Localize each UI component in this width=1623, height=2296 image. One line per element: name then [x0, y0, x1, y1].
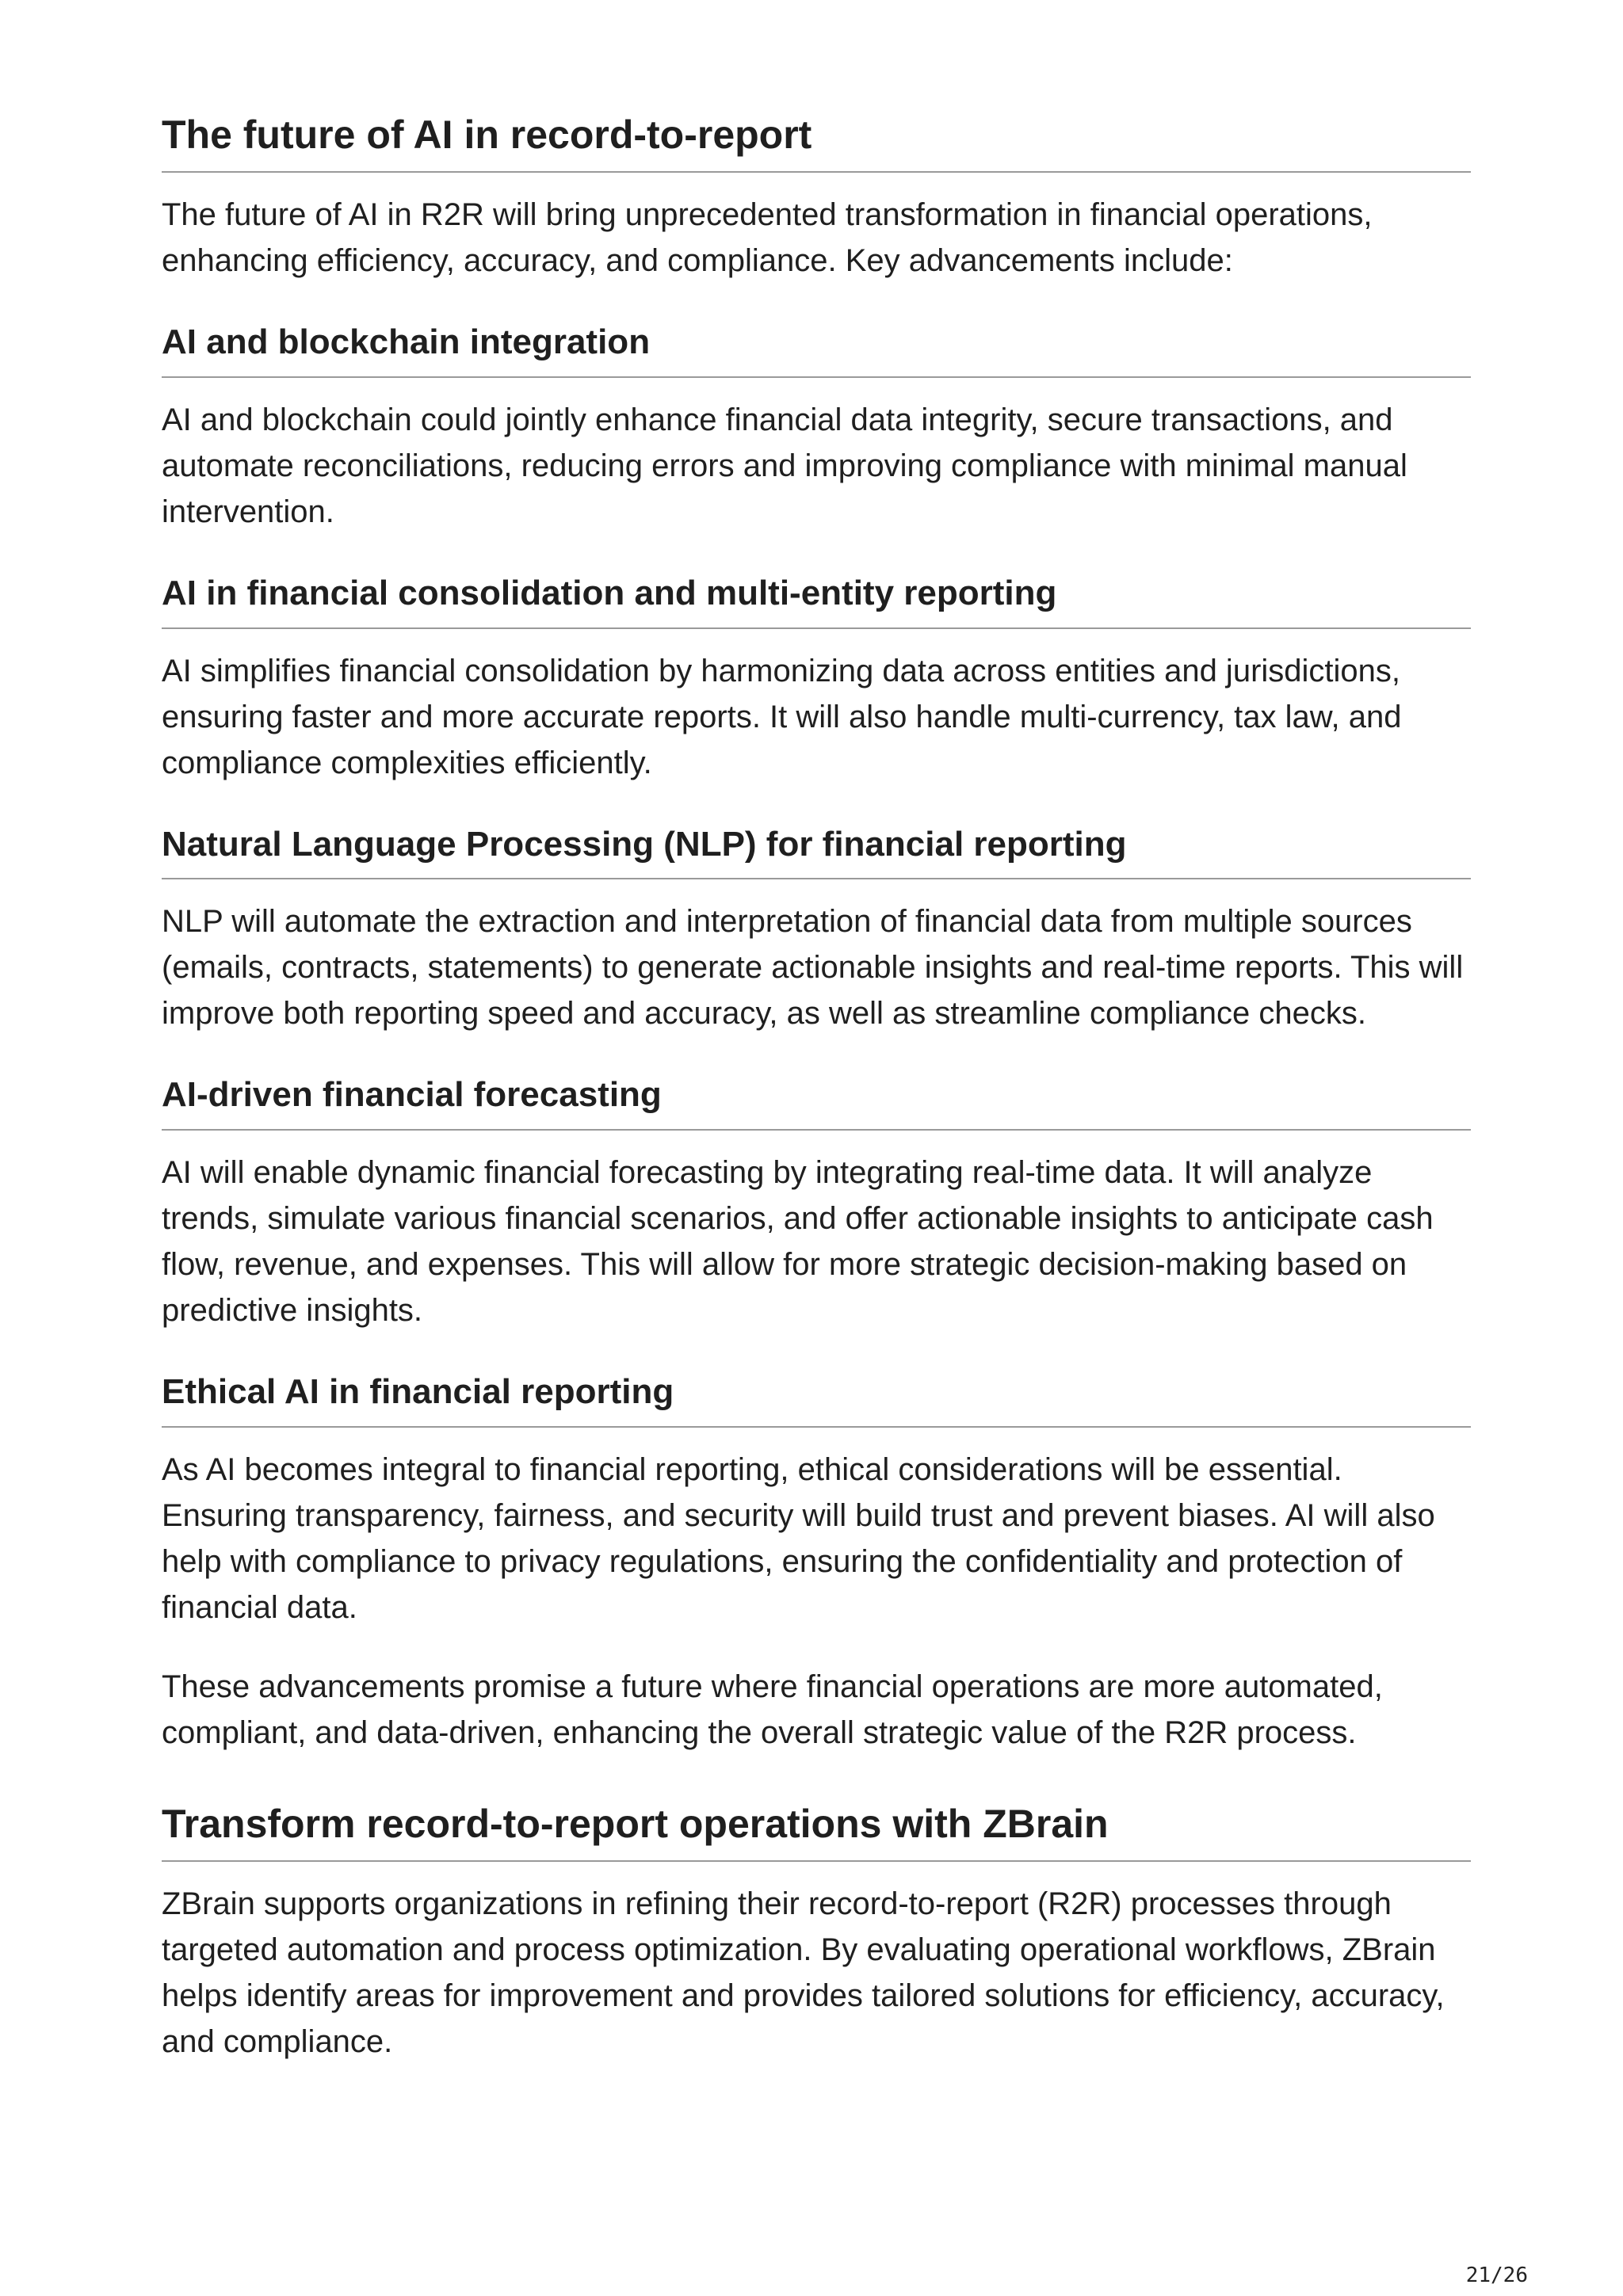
document-page — [162, 111, 1471, 2065]
closing-paragraph: These advancements promise a future where financial operations are more automated, compliant, and data-driven, enhancing the overall strategic value of the R2R process. — [162, 1669, 1383, 1750]
subsection-title-ethical-ai: Ethical AI in financial reporting — [162, 1371, 1471, 1428]
section-title-zbrain: Transform record-to-report operations with ZBrain — [162, 1800, 1471, 1862]
subsection-title-nlp: Natural Language Processing (NLP) for financial reporting — [162, 824, 1471, 880]
section-title-future-of-ai: The future of AI in record-to-report — [162, 111, 1471, 173]
page-number: 21/26 — [1465, 2264, 1528, 2287]
subsection-text-nlp: NLP will automate the extraction and interpretation of financial data from multiple sources (emails, contracts, statements) to generate actionable insights and real-time reports. This will improve both reporting speed and accuracy, as well as streamline compliance checks. — [162, 904, 1464, 1032]
subsection-text-blockchain: AI and blockchain could jointly enhance financial data integrity, secure transactions, and automate reconciliations, reducing errors and improving compliance with minimal manual intervention. — [162, 402, 1407, 529]
intro-paragraph: The future of AI in R2R will bring unprecedented transformation in financial operations, enhancing efficiency, accuracy, and compliance. Key advancements include: — [162, 197, 1373, 278]
subsection-title-blockchain: AI and blockchain integration — [162, 322, 1471, 378]
subsection-title-forecasting: AI-driven financial forecasting — [162, 1074, 1471, 1131]
subsection-text-ethical-ai: As AI becomes integral to financial reporting, ethical considerations will be essential. Ensuring transparency, fairness, and security will build trust and prevent biases. AI will also help with compliance to privacy regulations, ensuring the confidentiality and protection of financial data. — [162, 1451, 1435, 1625]
subsection-text-consolidation: AI simplifies financial consolidation by harmonizing data across entities and jurisdictions, ensuring faster and more accurate reports. It will also handle multi-currency, tax law, and compliance complexities efficiently. — [162, 653, 1402, 780]
subsection-text-forecasting: AI will enable dynamic financial forecasting by integrating real-time data. It will analyze trends, simulate various financial scenarios, and offer actionable insights to anticipate cash flow, revenue, and expenses. This will allow for more strategic decision-making based on predictive insights. — [162, 1155, 1434, 1329]
subsection-title-consolidation: AI in financial consolidation and multi-entity reporting — [162, 573, 1471, 629]
zbrain-paragraph: ZBrain supports organizations in refining their record-to-report (R2R) processes through targeted automation and process optimization. By evaluating operational workflows, ZBrain helps identify areas for improvement and provides tailored solutions for efficiency, accuracy, and compliance. — [162, 1886, 1445, 2059]
